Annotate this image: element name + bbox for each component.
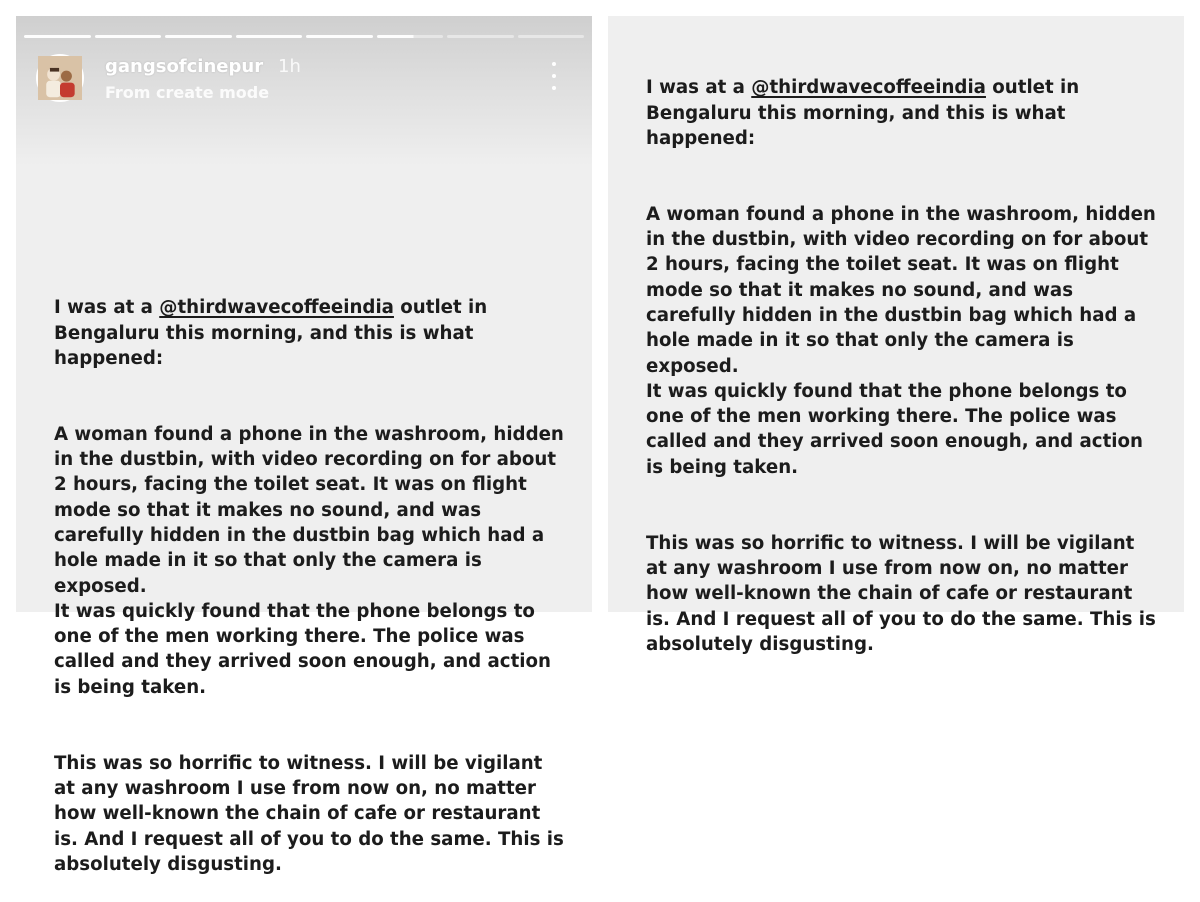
mention-link[interactable]: @thirdwavecoffeeindia [159,297,394,319]
intro-suffix: outlet in Bengaluru this morning, and this is what happened: [54,297,488,369]
story-progress-bar [24,35,584,38]
profile-avatar-icon[interactable] [36,54,84,102]
intro-prefix: I was at a [54,297,160,319]
intro-suffix: outlet in Bengaluru this morning, and this is what happened: [646,77,1080,149]
story-text-left [54,270,584,902]
progress-segment [165,35,232,38]
progress-segment-current [377,35,444,38]
progress-segment [447,35,514,38]
story-screenshot-right [608,16,1184,655]
progress-segment [518,35,585,38]
closing-paragraph: This was so horrific to witness. I will be vigilant at any washroom I use from now on, no matter how well-known the chain of cafe or restaurant is. And I request all of you to do the same. This is absolutely disgusting. [54,752,564,875]
story-text-right [646,50,1176,682]
closing-paragraph: This was so horrific to witness. I will be vigilant at any washroom I use from now on, no matter how well-known the chain of cafe or restaurant is. And I request all of you to do the same. This is absolutely disgusting. [646,532,1156,655]
progress-segment [95,35,162,38]
body-paragraph: A woman found a phone in the washroom, hidden in the dustbin, with video recording on for about 2 hours, facing the toilet seat. It was on flight mode so that it makes no sound, and was carefully hidden in the dustbin bag which had a hole made in it so that only the camera is exposed. It was quickly found that the phone belongs to one of the men working there. The police was called and they arrived soon enough, and action is being taken. [54,423,564,698]
mention-link[interactable]: @thirdwavecoffeeindia [751,77,986,99]
intro-prefix: I was at a [646,77,752,99]
intro-paragraph [54,295,584,371]
story-header-shade [16,16,592,166]
more-vertical-icon[interactable] [544,62,564,90]
body-paragraph: A woman found a phone in the washroom, hidden in the dustbin, with video recording on for about 2 hours, facing the toilet seat. It was on flight mode so that it makes no sound, and was carefully hidden in the dustbin bag which had a hole made in it so that only the camera is exposed. It was quickly found that the phone belongs to one of the men working there. The police was called and they arrived soon enough, and action is being taken. [646,203,1156,478]
story-screenshot-left [16,16,592,875]
story-subtitle: From create mode [105,83,270,102]
progress-segment [236,35,303,38]
story-username[interactable]: gangsofcinepur [105,56,264,77]
intro-paragraph [646,75,1176,151]
progress-segment [24,35,91,38]
progress-segment [306,35,373,38]
story-time-ago: 1h [278,56,301,77]
